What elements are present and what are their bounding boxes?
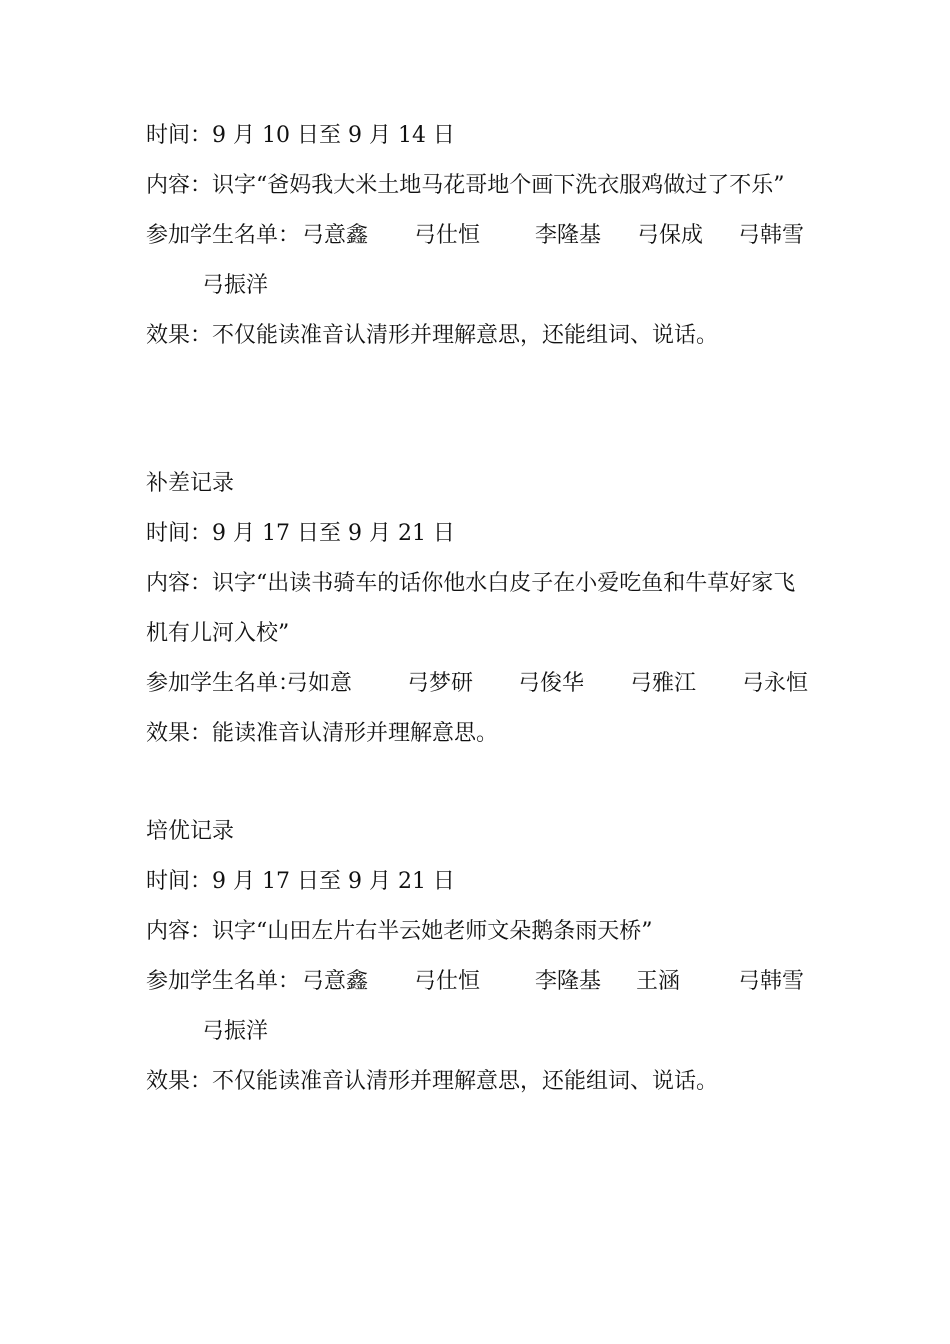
section1-content: 内容：识字“爸妈我大米土地马花哥地个画下洗衣服鸡做过了不乐” — [146, 173, 785, 198]
section1-names-row — [146, 221, 826, 251]
section1-name: 李隆基 — [535, 223, 602, 248]
section3-names-label: 参加学生名单： — [146, 969, 301, 994]
section1-effect: 效果：不仅能读准音认清形并理解意思，还能组词、说话。 — [146, 323, 719, 348]
section1-name: 弓振洋 — [202, 273, 269, 298]
section2-name: 弓梦研 — [407, 671, 474, 696]
section3-names-row — [146, 967, 826, 997]
section1-name: 弓韩雪 — [738, 223, 805, 248]
section1-name: 弓意鑫 — [302, 223, 369, 248]
section1-name: 弓保成 — [637, 223, 704, 248]
section3-name: 弓韩雪 — [738, 969, 805, 994]
section2-name: 弓永恒 — [742, 671, 809, 696]
section3-time: 时间：9 月 17 日至 9 月 21 日 — [146, 869, 455, 894]
section3-effect: 效果：不仅能读准音认清形并理解意思，还能组词、说话。 — [146, 1069, 719, 1094]
section3-name: 弓仕恒 — [414, 969, 481, 994]
section2-name: 弓如意 — [286, 671, 353, 696]
section2-content-line2: 机有儿河入校” — [146, 621, 290, 646]
section3-content: 内容：识字“山田左片右半云她老师文朵鹅条雨天桥” — [146, 919, 653, 944]
section2-names-label: 参加学生名单： — [146, 671, 301, 696]
section3-name: 李隆基 — [535, 969, 602, 994]
section1-name: 弓仕恒 — [414, 223, 481, 248]
section2-name: 弓俊华 — [518, 671, 585, 696]
section3-heading: 培优记录 — [146, 819, 235, 844]
section3-name: 弓振洋 — [202, 1019, 269, 1044]
section2-names-row — [146, 669, 826, 699]
section2-name: 弓雅江 — [630, 671, 697, 696]
section1-names-label: 参加学生名单： — [146, 223, 301, 248]
section2-effect: 效果：能读准音认清形并理解意思。 — [146, 721, 499, 746]
section3-name: 王涵 — [636, 969, 681, 994]
section3-name: 弓意鑫 — [302, 969, 369, 994]
section1-time: 时间：9 月 10 日至 9 月 14 日 — [146, 123, 455, 148]
section2-heading: 补差记录 — [146, 471, 235, 496]
section2-content-line1: 内容：识字“出读书骑车的话你他水白皮子在小爱吃鱼和牛草好家飞 — [146, 571, 796, 596]
section2-time: 时间：9 月 17 日至 9 月 21 日 — [146, 521, 455, 546]
